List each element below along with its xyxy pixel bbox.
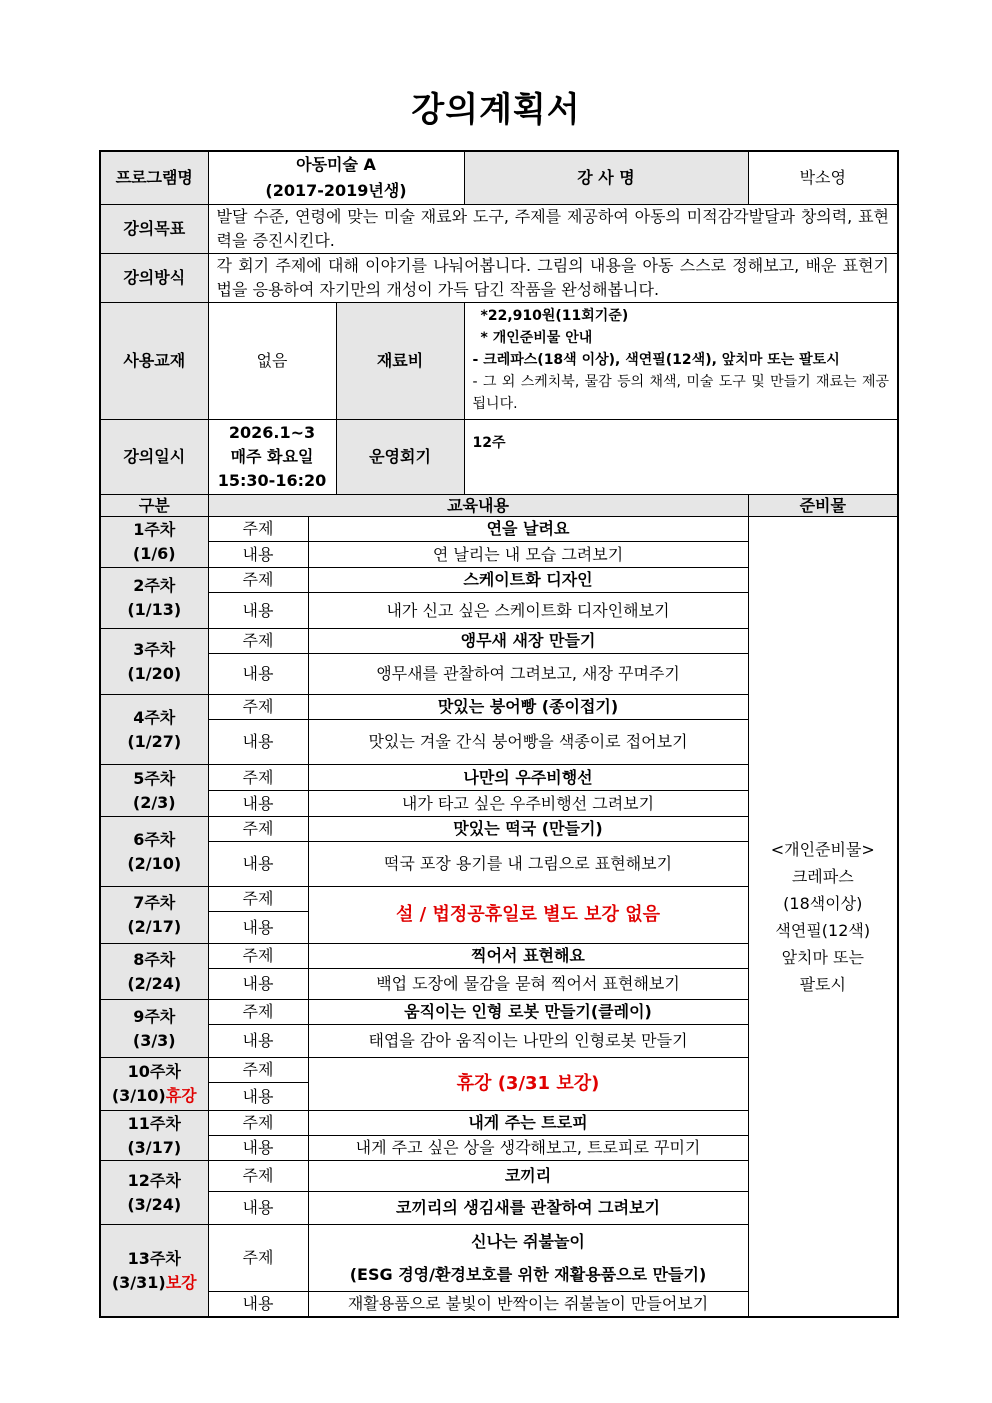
schedule-period: 2026.1~3: [228, 423, 316, 442]
week-cell: [100, 1000, 208, 1058]
week-date: (3/17): [127, 1137, 182, 1157]
content-label: 내용: [208, 1083, 308, 1111]
week-content: 앵무새를 관찰하여 그려보고, 새장 꾸며주기: [308, 654, 748, 695]
week-cell: [100, 1161, 208, 1225]
content-label: 내용: [208, 1136, 308, 1161]
week-topic-cell: [308, 1225, 748, 1292]
week-cell: [100, 817, 208, 887]
week-content: 연 날리는 내 모습 그려보기: [308, 542, 748, 568]
goal-text: 발달 수준, 연령에 맞는 미술 재료와 도구, 주제를 제공하여 아동의 미적감각발달과 창의력, 표현력을 증진시킨다.: [208, 205, 898, 254]
sessions-label: 운영회기: [336, 420, 464, 495]
content-label: 내용: [208, 593, 308, 629]
program-years: (2017-2019년생): [265, 181, 407, 200]
week-date: (2/24): [127, 973, 182, 993]
week-date: (1/13): [127, 600, 182, 619]
week-date: (1/20): [127, 663, 182, 683]
week-number: 3주차: [133, 639, 176, 659]
week-topic: 연을 날려요: [308, 517, 748, 542]
supplies-heading: <개인준비물>: [770, 839, 875, 859]
week-topic: 내게 주는 트로피: [308, 1111, 748, 1136]
topic-label: 주제: [208, 765, 308, 791]
topic-label: 주제: [208, 568, 308, 593]
week-number: 12주차: [127, 1170, 181, 1190]
supplies-line: (18색이상): [783, 893, 863, 913]
program-name: 아동미술 A: [296, 155, 376, 174]
week-date-line: [105, 1084, 204, 1108]
textbook-value: 없음: [208, 303, 336, 420]
week-cell: [100, 695, 208, 765]
week-content: 태엽을 감아 움직이는 나만의 인형로봇 만들기: [308, 1025, 748, 1058]
material-fee: *22,910원(11회기준): [480, 308, 629, 324]
week-number: 11주차: [127, 1113, 181, 1133]
week-topic: 스케이트화 디자인: [308, 568, 748, 593]
week-number: 13주차: [127, 1248, 181, 1268]
week-content: 내게 주고 싶은 상을 생각해보고, 트로피로 꾸미기: [308, 1136, 748, 1161]
supplies-line: 앞치마 또는: [781, 947, 864, 967]
supplies-cell: [748, 517, 898, 1318]
topic-label: 주제: [208, 1111, 308, 1136]
week-topic: 찍어서 표현해요: [308, 944, 748, 969]
topic-label: 주제: [208, 629, 308, 654]
content-label: 내용: [208, 654, 308, 695]
week-number: 6주차: [133, 829, 176, 849]
week-number: 8주차: [133, 949, 176, 969]
week-number: 5주차: [133, 768, 176, 788]
program-name-cell: [208, 151, 464, 205]
topic-label: 주제: [208, 1225, 308, 1292]
week-content: 코끼리의 생김새를 관찰하여 그려보기: [308, 1192, 748, 1225]
topic-label: 주제: [208, 887, 308, 912]
week-content: 백업 도장에 물감을 묻혀 찍어서 표현해보기: [308, 969, 748, 1000]
topic-label: 주제: [208, 517, 308, 542]
week-cell: [100, 629, 208, 695]
textbook-label: 사용교재: [100, 303, 208, 420]
week-content: 맛있는 겨울 간식 붕어빵을 색종이로 접어보기: [308, 720, 748, 765]
supplies-line: 팔토시: [799, 974, 846, 994]
topic-label: 주제: [208, 817, 308, 842]
content-label: 내용: [208, 1025, 308, 1058]
week-date: (3/24): [127, 1194, 182, 1214]
content-label: 내용: [208, 791, 308, 817]
week-date: (3/31): [111, 1272, 166, 1292]
schedule-day: 매주 화요일: [230, 447, 314, 466]
schedule-label: 강의일시: [100, 420, 208, 495]
week-date-line: [105, 1271, 204, 1295]
week-cell: [100, 765, 208, 817]
topic-label: 주제: [208, 944, 308, 969]
plan-header-supplies: 준비물: [748, 495, 898, 517]
content-label: 내용: [208, 912, 308, 944]
week-date: (1/6): [132, 544, 176, 563]
week-date: (1/27): [127, 731, 182, 751]
week-topic: 코끼리: [308, 1161, 748, 1192]
week-content: 내가 타고 싶은 우주비행선 그려보기: [308, 791, 748, 817]
content-label: 내용: [208, 542, 308, 568]
week-topic-sub: (ESG 경영/환경보호를 위한 재활용품으로 만들기): [349, 1265, 707, 1284]
week-number: 4주차: [133, 707, 176, 727]
schedule-cell: [208, 420, 336, 495]
week-cell: [100, 1111, 208, 1161]
sessions-value: 12주: [464, 420, 898, 495]
week-date: (2/3): [132, 792, 176, 812]
week-topic: 맛있는 떡국 (만들기): [308, 817, 748, 842]
week-date-note: 휴강: [165, 1086, 197, 1105]
week-cell: [100, 944, 208, 1000]
lecture-plan-table: [99, 150, 899, 1318]
plan-header-week: 구분: [100, 495, 208, 517]
method-label: 강의방식: [100, 254, 208, 303]
week-topic: 신나는 쥐불놀이: [471, 1232, 585, 1251]
week-topic: 앵무새 새장 만들기: [308, 629, 748, 654]
week-number: 2주차: [133, 576, 176, 595]
week-content: 내가 신고 싶은 스케이트화 디자인해보기: [308, 593, 748, 629]
material-notice: * 개인준비물 안내: [480, 330, 593, 346]
material-label: 재료비: [336, 303, 464, 420]
holiday-notice: 휴강 (3/31 보강): [308, 1058, 748, 1111]
week-date: (3/10): [111, 1086, 166, 1105]
material-items: - 크레파스(18색 이상), 색연필(12색), 앞치마 또는 팔토시: [472, 352, 840, 368]
supplies-line: 색연필(12색): [775, 920, 871, 940]
week-cell: [100, 1058, 208, 1111]
goal-label: 강의목표: [100, 205, 208, 254]
week-topic: 맛있는 붕어빵 (종이접기): [308, 695, 748, 720]
topic-label: 주제: [208, 1161, 308, 1192]
topic-label: 주제: [208, 695, 308, 720]
week-content: 재활용품으로 불빛이 반짝이는 쥐불놀이 만들어보기: [308, 1292, 748, 1318]
week-topic: 움직이는 인형 로봇 만들기(클레이): [308, 1000, 748, 1025]
week-cell: [100, 887, 208, 944]
program-label: 프로그램명: [100, 151, 208, 205]
week-date-note: 보강: [165, 1272, 197, 1292]
topic-label: 주제: [208, 1058, 308, 1083]
content-label: 내용: [208, 1292, 308, 1318]
week-number: 1주차: [133, 520, 176, 539]
material-other: - 그 외 스케치북, 물감 등의 채색, 미술 도구 및 만들기 재료는 제공됩니다.: [472, 374, 890, 412]
plan-header-content: 교육내용: [208, 495, 748, 517]
instructor-label: 강 사 명: [464, 151, 748, 205]
content-label: 내용: [208, 969, 308, 1000]
content-label: 내용: [208, 842, 308, 887]
schedule-time: 15:30-16:20: [217, 471, 327, 490]
week-topic: 나만의 우주비행선: [308, 765, 748, 791]
week-number: 7주차: [133, 893, 176, 912]
week-cell: [100, 1225, 208, 1318]
supplies-line: 크레파스: [791, 866, 854, 886]
week-cell: [100, 517, 208, 568]
week-number: 9주차: [133, 1006, 176, 1026]
page-title: 강의계획서: [411, 90, 581, 130]
week-date: (2/17): [127, 917, 182, 936]
content-label: 내용: [208, 720, 308, 765]
week-content: 떡국 포장 용기를 내 그림으로 표현해보기: [308, 842, 748, 887]
week-date: (3/3): [132, 1030, 176, 1050]
method-text: 각 회기 주제에 대해 이야기를 나눠어봅니다. 그림의 내용을 아동 스스로 정해보고, 배운 표현기법을 응용하여 자기만의 개성이 가득 담긴 작품을 완성해봅니다.: [208, 254, 898, 303]
week-date: (2/10): [127, 853, 182, 873]
material-cell: [464, 303, 898, 420]
week-number: 10주차: [127, 1062, 181, 1081]
week-cell: [100, 568, 208, 629]
instructor-name: 박소영: [748, 151, 898, 205]
content-label: 내용: [208, 1192, 308, 1225]
topic-label: 주제: [208, 1000, 308, 1025]
holiday-notice: 설 / 법정공휴일로 별도 보강 없음: [308, 887, 748, 944]
